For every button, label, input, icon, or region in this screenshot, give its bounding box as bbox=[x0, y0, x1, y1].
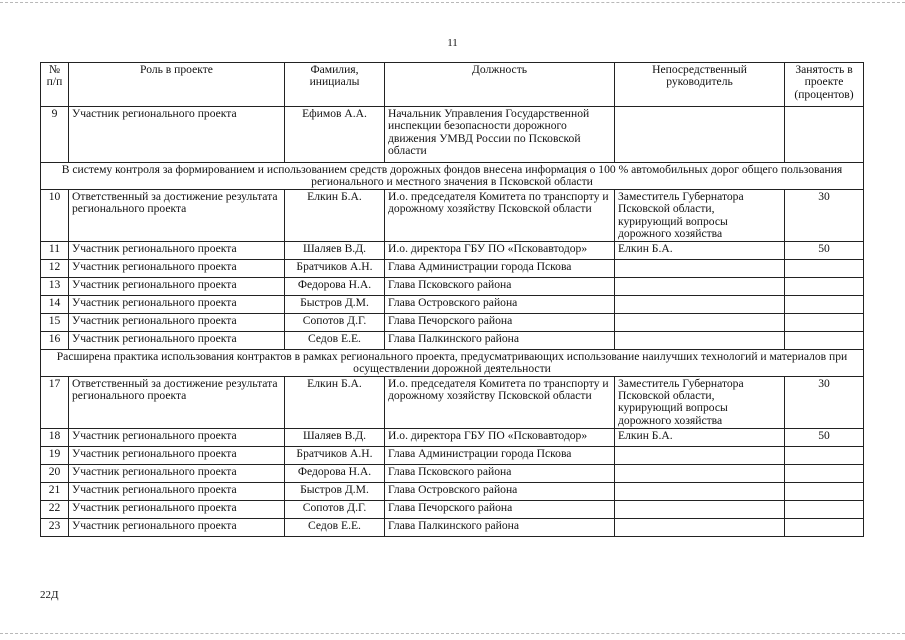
cell-manager bbox=[615, 518, 785, 536]
cell-name: Федорова Н.А. bbox=[285, 277, 385, 295]
cell-manager: Заместитель Губернатора Псковской области, курирующий вопросы дорожного хозяйства bbox=[615, 189, 785, 241]
cell-name: Елкин Б.А. bbox=[285, 376, 385, 428]
cell-name: Быстров Д.М. bbox=[285, 482, 385, 500]
cell-position: Глава Псковского района bbox=[385, 277, 615, 295]
cell-number: 18 bbox=[41, 428, 69, 446]
cell-role: Участник регионального проекта bbox=[69, 428, 285, 446]
cell-load bbox=[785, 295, 864, 313]
cell-position: Глава Островского района bbox=[385, 295, 615, 313]
cell-name: Шаляев В.Д. bbox=[285, 241, 385, 259]
cell-load bbox=[785, 500, 864, 518]
cell-role: Участник регионального проекта bbox=[69, 464, 285, 482]
footer-code: 22Д bbox=[40, 589, 59, 601]
cell-role: Участник регионального проекта bbox=[69, 446, 285, 464]
cell-number: 12 bbox=[41, 259, 69, 277]
project-roles-table bbox=[40, 62, 864, 537]
cell-position: Глава Палкинского района bbox=[385, 518, 615, 536]
cell-manager bbox=[615, 277, 785, 295]
cell-load bbox=[785, 259, 864, 277]
cell-name: Шаляев В.Д. bbox=[285, 428, 385, 446]
table-row bbox=[41, 446, 864, 464]
cell-load bbox=[785, 277, 864, 295]
cell-load bbox=[785, 331, 864, 349]
table-row bbox=[41, 313, 864, 331]
cell-name: Седов Е.Е. bbox=[285, 518, 385, 536]
cell-number: 9 bbox=[41, 107, 69, 163]
cell-position: Глава Печорского района bbox=[385, 313, 615, 331]
page-number: 11 bbox=[447, 37, 458, 49]
cell-manager bbox=[615, 259, 785, 277]
table-row bbox=[41, 518, 864, 536]
cell-number: 23 bbox=[41, 518, 69, 536]
cell-role: Участник регионального проекта bbox=[69, 518, 285, 536]
cell-position: Глава Псковского района bbox=[385, 464, 615, 482]
table-row bbox=[41, 295, 864, 313]
cell-position: И.о. директора ГБУ ПО «Псковавтодор» bbox=[385, 428, 615, 446]
cell-role: Участник регионального проекта bbox=[69, 313, 285, 331]
table-row bbox=[41, 107, 864, 163]
cell-manager: Елкин Б.А. bbox=[615, 428, 785, 446]
cell-number: 21 bbox=[41, 482, 69, 500]
column-header-name: Фамилия, инициалы bbox=[285, 63, 385, 107]
cell-name: Сопотов Д.Г. bbox=[285, 500, 385, 518]
cell-role: Участник регионального проекта bbox=[69, 241, 285, 259]
cell-number: 16 bbox=[41, 331, 69, 349]
cell-name: Братчиков А.Н. bbox=[285, 446, 385, 464]
column-header-role: Роль в проекте bbox=[69, 63, 285, 107]
table-row bbox=[41, 189, 864, 241]
cell-load: 30 bbox=[785, 189, 864, 241]
cell-load bbox=[785, 313, 864, 331]
cell-role: Участник регионального проекта bbox=[69, 107, 285, 163]
cell-manager bbox=[615, 331, 785, 349]
cell-load bbox=[785, 446, 864, 464]
column-header-load: Занятость в проекте (процентов) bbox=[785, 63, 864, 107]
cell-load bbox=[785, 482, 864, 500]
table-header-row bbox=[41, 63, 864, 107]
cell-manager bbox=[615, 446, 785, 464]
cell-position: И.о. председателя Комитета по транспорту и дорожному хозяйству Псковской области bbox=[385, 376, 615, 428]
table-row bbox=[41, 331, 864, 349]
cell-number: 17 bbox=[41, 376, 69, 428]
cell-number: 22 bbox=[41, 500, 69, 518]
cell-name: Федорова Н.А. bbox=[285, 464, 385, 482]
cell-name: Седов Е.Е. bbox=[285, 331, 385, 349]
cell-manager bbox=[615, 295, 785, 313]
table-row bbox=[41, 277, 864, 295]
column-header-manager: Непосредственный руководитель bbox=[615, 63, 785, 107]
scan-top-edge bbox=[0, 2, 905, 3]
cell-manager bbox=[615, 464, 785, 482]
table-row bbox=[41, 241, 864, 259]
cell-name: Братчиков А.Н. bbox=[285, 259, 385, 277]
cell-position: И.о. председателя Комитета по транспорту и дорожному хозяйству Псковской области bbox=[385, 189, 615, 241]
cell-position: Глава Палкинского района bbox=[385, 331, 615, 349]
cell-manager bbox=[615, 500, 785, 518]
table-row bbox=[41, 376, 864, 428]
cell-role: Ответственный за достижение результата регионального проекта bbox=[69, 376, 285, 428]
cell-role: Ответственный за достижение результата регионального проекта bbox=[69, 189, 285, 241]
cell-manager: Елкин Б.А. bbox=[615, 241, 785, 259]
cell-position: Начальник Управления Государственной инспекции безопасности дорожного движения УМВД России по Псковской области bbox=[385, 107, 615, 163]
cell-manager bbox=[615, 107, 785, 163]
cell-role: Участник регионального проекта bbox=[69, 331, 285, 349]
cell-role: Участник регионального проекта bbox=[69, 295, 285, 313]
section-header-row bbox=[41, 163, 864, 190]
cell-number: 20 bbox=[41, 464, 69, 482]
cell-role: Участник регионального проекта bbox=[69, 259, 285, 277]
cell-role: Участник регионального проекта bbox=[69, 500, 285, 518]
section-header-row bbox=[41, 349, 864, 376]
column-header-position: Должность bbox=[385, 63, 615, 107]
cell-position: Глава Администрации города Пскова bbox=[385, 446, 615, 464]
table-row bbox=[41, 259, 864, 277]
cell-name: Быстров Д.М. bbox=[285, 295, 385, 313]
cell-load: 50 bbox=[785, 428, 864, 446]
cell-number: 15 bbox=[41, 313, 69, 331]
cell-position: Глава Островского района bbox=[385, 482, 615, 500]
cell-number: 19 bbox=[41, 446, 69, 464]
cell-name: Сопотов Д.Г. bbox=[285, 313, 385, 331]
cell-position: Глава Администрации города Пскова bbox=[385, 259, 615, 277]
cell-load bbox=[785, 107, 864, 163]
section-title: В систему контроля за формированием и использованием средств дорожных фондов внесена информация о 100 % автомобильных дорог общего пользования регионального и местного значения в Псковской области bbox=[41, 163, 864, 190]
table-row bbox=[41, 428, 864, 446]
table-row bbox=[41, 464, 864, 482]
table-row bbox=[41, 500, 864, 518]
cell-role: Участник регионального проекта bbox=[69, 277, 285, 295]
cell-manager: Заместитель Губернатора Псковской области, курирующий вопросы дорожного хозяйства bbox=[615, 376, 785, 428]
cell-role: Участник регионального проекта bbox=[69, 482, 285, 500]
cell-load: 50 bbox=[785, 241, 864, 259]
scan-bottom-edge bbox=[0, 633, 905, 634]
column-header-number: № п/п bbox=[41, 63, 69, 107]
cell-name: Ефимов А.А. bbox=[285, 107, 385, 163]
cell-number: 14 bbox=[41, 295, 69, 313]
cell-name: Елкин Б.А. bbox=[285, 189, 385, 241]
cell-load: 30 bbox=[785, 376, 864, 428]
table-row bbox=[41, 482, 864, 500]
cell-manager bbox=[615, 313, 785, 331]
cell-position: Глава Печорского района bbox=[385, 500, 615, 518]
cell-load bbox=[785, 464, 864, 482]
cell-load bbox=[785, 518, 864, 536]
section-title: Расширена практика использования контрактов в рамках регионального проекта, предусматривающих использование наилучших технологий и материалов при осуществлении дорожной деятельности bbox=[41, 349, 864, 376]
cell-number: 11 bbox=[41, 241, 69, 259]
cell-number: 13 bbox=[41, 277, 69, 295]
cell-number: 10 bbox=[41, 189, 69, 241]
cell-manager bbox=[615, 482, 785, 500]
cell-position: И.о. директора ГБУ ПО «Псковавтодор» bbox=[385, 241, 615, 259]
